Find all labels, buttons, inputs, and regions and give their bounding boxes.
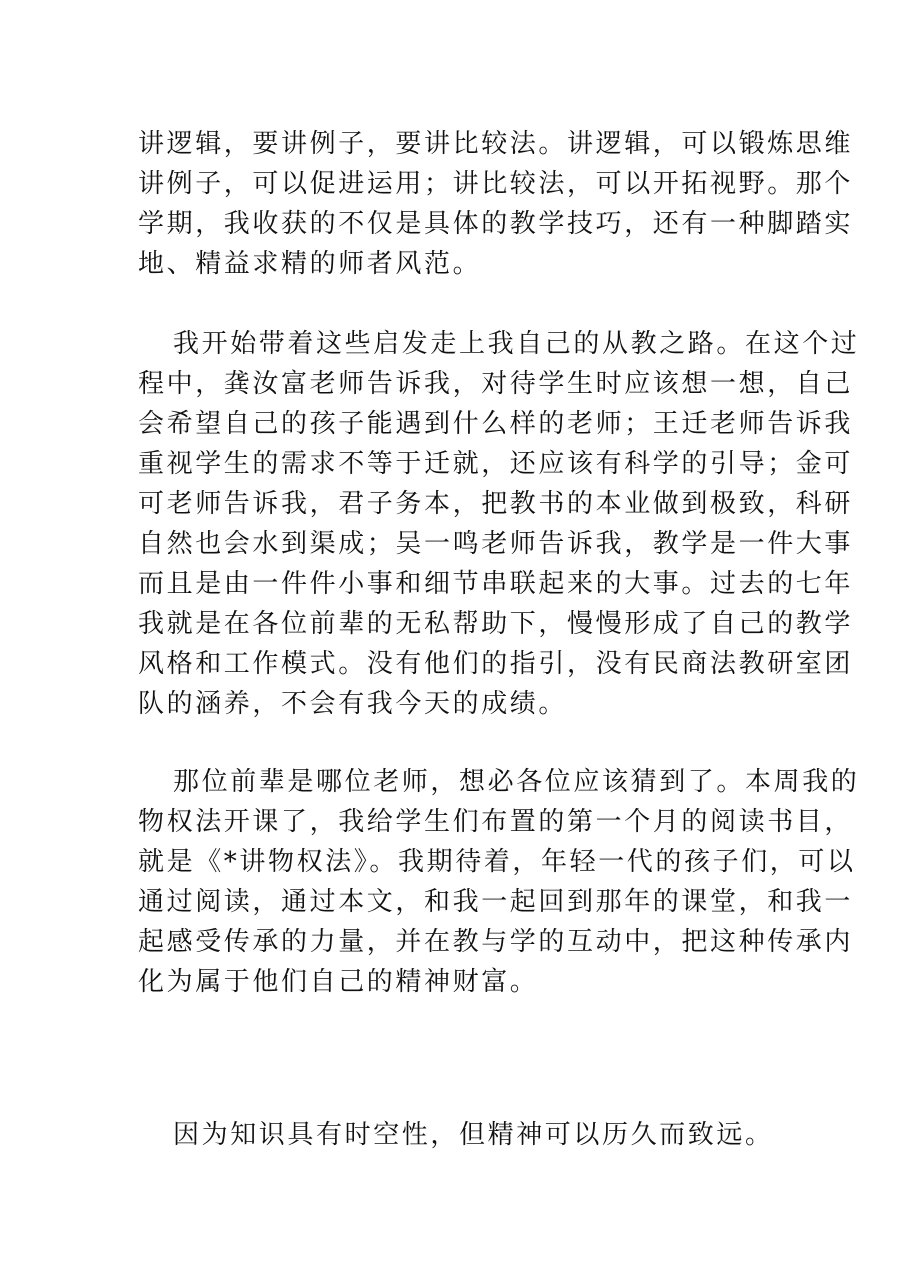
paragraph-line: 而且是由一件件小事和细节串联起来的大事。过去的七年 (138, 569, 854, 599)
paragraph-line: 地、精益求精的师者风范。 (138, 249, 482, 279)
paragraph-line: 讲逻辑，要讲例子，要讲比较法。讲逻辑，可以锻炼思维 (138, 129, 854, 159)
paragraph-line: 起感受传承的力量，并在教与学的互动中，把这种传承内 (138, 927, 854, 957)
paragraph-line: 化为属于他们自己的精神财富。 (138, 967, 539, 997)
paragraph-line: 讲例子，可以促进运用；讲比较法，可以开拓视野。那个 (138, 169, 854, 199)
paragraph-line: 程中，龚汝富老师告诉我，对待学生时应该想一想，自己 (138, 369, 854, 399)
paragraph-line: 队的涵养，不会有我今天的成绩。 (138, 689, 568, 719)
paragraph-line: 学期，我收获的不仅是具体的教学技巧，还有一种脚踏实 (138, 209, 854, 239)
paragraph-1 (138, 124, 854, 284)
paragraph-line: 可老师告诉我，君子务本，把教书的本业做到极致，科研 (138, 489, 854, 519)
paragraph-line: 重视学生的需求不等于迁就，还应该有科学的引导；金可 (138, 449, 854, 479)
paragraph-line: 那位前辈是哪位老师，想必各位应该猜到了。本周我的 (173, 767, 860, 797)
paragraph-line: 我就是在各位前辈的无私帮助下，慢慢形成了自己的教学 (138, 609, 854, 639)
paragraph-line: 就是《*讲物权法》。我期待着，年轻一代的孩子们，可以 (138, 847, 856, 877)
paragraph-line: 我开始带着这些启发走上我自己的从教之路。在这个过 (173, 329, 860, 359)
paragraph-4 (138, 1115, 778, 1155)
paragraph-line: 会希望自己的孩子能遇到什么样的老师；王迁老师告诉我 (138, 409, 854, 439)
paragraph-line: 因为知识具有时空性，但精神可以历久而致远。 (173, 1120, 774, 1150)
paragraph-line: 自然也会水到渠成；吴一鸣老师告诉我，教学是一件大事 (138, 529, 854, 559)
paragraph-line: 物权法开课了，我给学生们布置的第一个月的阅读书目， (138, 807, 854, 837)
paragraph-3 (138, 762, 860, 1002)
paragraph-2 (138, 324, 860, 724)
paragraph-line: 风格和工作模式。没有他们的指引，没有民商法教研室团 (138, 649, 854, 679)
paragraph-line: 通过阅读，通过本文，和我一起回到那年的课堂，和我一 (138, 887, 854, 917)
